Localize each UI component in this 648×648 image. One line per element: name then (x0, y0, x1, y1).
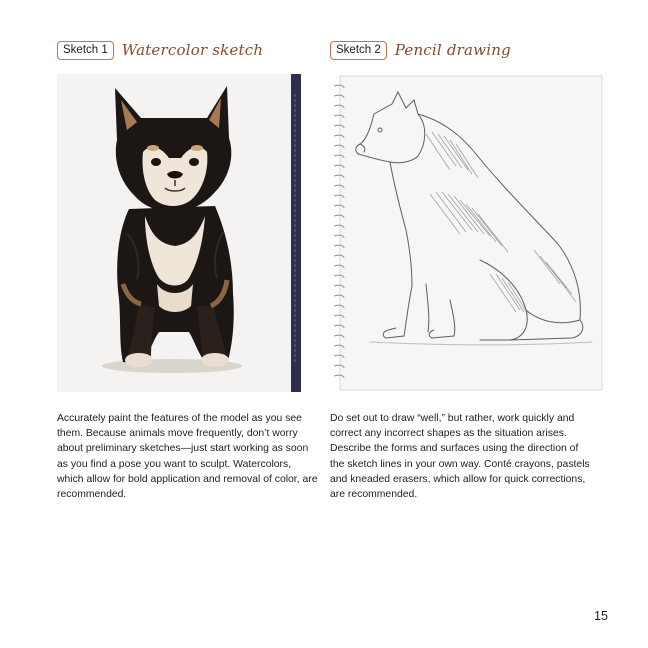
sketch-1-badge: Sketch 1 (57, 41, 114, 60)
pencil-dog-image (330, 74, 606, 392)
sketch-2-title: Pencil drawing (394, 41, 511, 59)
sketch-1-description: Accurately paint the features of the model as you see them. Because animals move frequently, don’t worry about preliminary sketches—just start working as soon as you find a pose you want to sculpt. Watercolors, which allow for bold application and removal of color, are recommended. (57, 413, 318, 501)
sketch-1-title: Watercolor sketch (121, 41, 264, 59)
page-number: 15 (594, 609, 608, 623)
sketch-2-heading (330, 38, 511, 62)
sketch-2-description: Do set out to draw “well,” but rather, work quickly and correct any incorrect shapes as the situation arises. Describe the forms and surfaces using the direction of the sketch lines in your own way. Conté crayons, pastels and kneaded erasers, which allow for quick corrections, are recommended. (330, 413, 590, 501)
sketch-2-badge: Sketch 2 (330, 41, 387, 60)
watercolor-dog-image (57, 74, 301, 392)
sketch-1-heading (57, 38, 263, 62)
